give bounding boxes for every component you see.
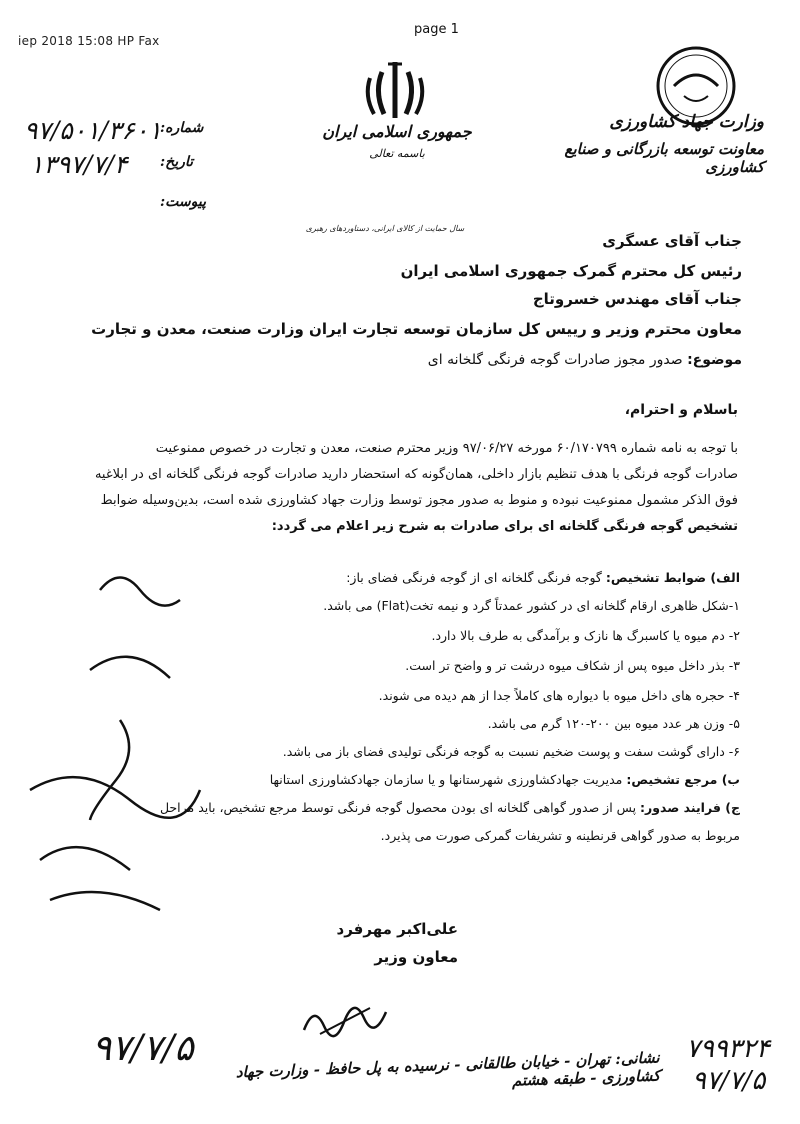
addressee-2: رئیس کل محترم گمرک جمهوری اسلامی ایران [400, 262, 742, 280]
republic-block [322, 122, 472, 160]
fax-header: iep 2018 15:08 HP Fax [18, 34, 160, 48]
subject-line [42, 352, 742, 368]
ministry-block [534, 112, 764, 176]
reference-number-handwritten: ۷۹۹۳۲۴ [686, 1034, 770, 1064]
criteria-item-4: ۴- حجره های داخل میوه با دیواره های کاملاً جدا از هم دیده می شوند. [378, 688, 740, 703]
republic-name: جمهوری اسلامی ایران [322, 122, 472, 141]
addressee-1: جناب آقای عسگری [602, 232, 742, 250]
republic-subtitle: باسمه تعالی [369, 147, 425, 160]
ministry-name: وزارت جهاد کشاورزی [609, 112, 764, 132]
body-line: تشخیص گوجه فرنگی گلخانه ای برای صادرات به شرح زیر اعلام می گردد: [271, 519, 738, 534]
signer-name: علی‌اکبر مهرفرد [336, 920, 458, 938]
page-label: page 1 [414, 22, 459, 37]
margin-date: ۹۷/۷/۵ [92, 1028, 194, 1069]
ministry-deputy: معاونت توسعه بازرگانی و صنایع کشاورزی [564, 140, 764, 176]
criteria-label: الف) ضوابط تشخیص: [605, 570, 740, 585]
criteria-item-3: ۳- بذر داخل میوه پس از شکاف میوه درشت تر و واضح تر است. [405, 658, 740, 673]
criteria-item-1: ۱-شکل ظاهری ارقام گلخانه ای در کشور عمدتاً گرد و نیمه تخت(Flat) می باشد. [323, 598, 740, 613]
attachment-label: پیوست: [160, 194, 206, 210]
signature-scribble-icon [300, 1000, 390, 1040]
addressee-3: جناب آقای مهندس خسروتاج [532, 290, 742, 308]
letter-date: ۱۳۹۷/۷/۴ [30, 150, 128, 179]
iran-emblem [360, 58, 430, 124]
signature-block [258, 920, 458, 976]
body-line: با توجه به نامه شماره ۶۰/۱۷۰۷۹۹ مورخه ۹۷/۰۶/۲۷ وزیر محترم صنعت، معدن و تجارت در خصوص ممنوعیت [155, 441, 738, 456]
subject-text: صدور مجوز صادرات گوجه فرنگی گلخانه ای [427, 352, 683, 368]
process-label: ج) فرایند صدور: [640, 800, 740, 815]
criteria-item-2: ۲- دم میوه یا کاسبرگ ها نازک و برآمدگی به طرف بالا دارد. [431, 628, 740, 643]
signer-title: معاون وزیر [374, 948, 458, 966]
margin-scribbles-icon [20, 560, 210, 940]
criteria-intro: گوجه فرنگی گلخانه ای از گوجه فرنگی فضای باز: [346, 570, 602, 585]
number-label: شماره: [160, 120, 204, 136]
reference-date-handwritten: ۹۷/۷/۵ [692, 1066, 766, 1096]
addressee-4: معاون محترم وزیر و رییس کل سازمان توسعه تجارت ایران وزارت صنعت، معدن و تجارت [91, 320, 742, 338]
process-line-2: مربوط به صدور گواهی قرنطینه و تشریفات گمرکی صورت می پذیرد. [380, 828, 740, 843]
reference-label: ب) مرجع تشخیص: [626, 772, 740, 787]
reference-text: مدیریت جهادکشاورزی شهرستانها و یا سازمان جهادکشاورزی استانها [269, 772, 623, 787]
iran-emblem-icon [360, 58, 430, 124]
body-line: صادرات گوجه فرنگی با هدف تنظیم بازار داخلی، همان‌گونه که استحضار دارید صادرات گوجه فرنگی گلخانه ای در ابلاغیه [94, 467, 738, 482]
criteria-item-5: ۵- وزن هر عدد میوه بین ۲۰۰-۱۲۰ گرم می باشد. [487, 716, 740, 731]
criteria-item-6: ۶- دارای گوشت سفت و پوست ضخیم نسبت به گوجه فرنگی تولیدی فضای باز می باشد. [282, 744, 740, 759]
date-label: تاریخ: [160, 154, 194, 170]
year-motto: سال حمایت از کالای ایرانی، دستاوردهای رهبری [305, 224, 465, 233]
subject-label: موضوع: [687, 352, 742, 368]
letter-number: ۹۷/۵۰۱/۳۶۰۱ [24, 116, 162, 145]
greeting: باسلام و احترام، [624, 402, 738, 418]
body-paragraph [38, 436, 738, 540]
footer-address: نشانی: تهران - خیابان طالقانی - نرسیده به پل حافظ - وزارت جهاد کشاورزی - طبقه هشتم [235, 1048, 661, 1090]
body-line: فوق الذکر مشمول ممنوعیت نبوده و منوط به صدور مجوز توسط وزارت جهاد کشاورزی شده است، بدین‌وسیله ضوابط [100, 493, 738, 508]
process-text: پس از صدور گواهی گلخانه ای بودن محصول گوجه فرنگی توسط مرجع تشخیص، باید مراحل [159, 800, 637, 815]
